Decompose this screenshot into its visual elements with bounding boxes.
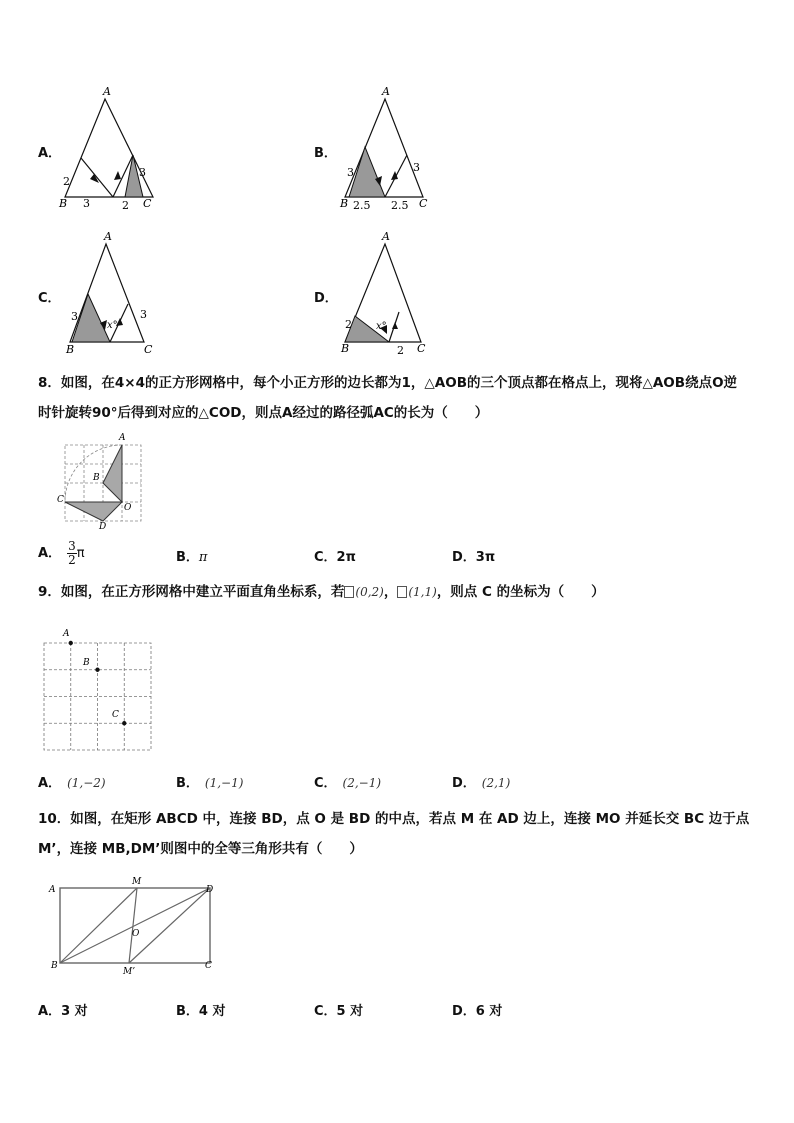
svg-text:B: B: [51, 961, 58, 971]
q8-option-d[interactable]: D．3π: [452, 550, 496, 565]
svg-text:3: 3: [140, 308, 147, 321]
svg-text:A: A: [382, 85, 390, 98]
svg-text:O: O: [132, 929, 140, 939]
figure-7b: [335, 85, 445, 215]
svg-text:2: 2: [63, 175, 70, 188]
svg-text:3: 3: [139, 166, 146, 179]
svg-text:x°: x°: [376, 321, 387, 332]
q9-option-c[interactable]: C． (2,−1): [314, 776, 382, 791]
svg-text:C: C: [57, 495, 64, 505]
question-10-text: [38, 804, 778, 864]
svg-text:2: 2: [345, 318, 352, 331]
svg-text:2.5: 2.5: [353, 199, 371, 212]
q10-option-c[interactable]: C．5 对: [314, 1004, 364, 1019]
question-8-line-1: 8．如图，在4×4的正方形网格中，每个小正方形的边长都为1，△AOB的三个顶点都在格点上，现将△AOB绕点O逆: [38, 375, 738, 391]
figure-7d: [335, 230, 445, 360]
svg-text:A: A: [382, 230, 390, 243]
figure-8-grid: [55, 430, 150, 530]
question-9-text: 9．如图，在正方形网格中建立平面直角坐标系，若 (0,2)， (1,1)，则点 C 的坐标为（ ）: [38, 584, 605, 600]
question-10-line-2: M’，连接 MB,DM’则图中的全等三角形共有（ ）: [38, 841, 363, 857]
svg-text:x°: x°: [107, 320, 118, 331]
svg-text:A: A: [103, 85, 111, 98]
svg-text:2.5: 2.5: [391, 199, 409, 212]
svg-text:B: B: [340, 197, 349, 210]
svg-text:C: C: [144, 343, 153, 356]
figure-10-rectangle: [45, 873, 225, 978]
svg-text:3: 3: [413, 161, 420, 174]
svg-text:3: 3: [83, 197, 90, 210]
svg-text:A: A: [104, 230, 112, 243]
option-b-letter[interactable]: B．: [314, 146, 337, 161]
q9-option-d[interactable]: D． (2,1): [452, 776, 511, 791]
svg-text:M: M: [132, 877, 142, 887]
svg-text:A: A: [49, 885, 56, 895]
q9-option-a[interactable]: A． (1,−2): [38, 776, 106, 791]
option-c-letter[interactable]: C．: [38, 291, 61, 306]
q9-option-b[interactable]: B． (1,−1): [176, 776, 244, 791]
q8-option-c[interactable]: C．2π: [314, 550, 356, 565]
svg-text:C: C: [205, 961, 212, 971]
svg-text:D: D: [206, 885, 214, 895]
svg-text:D: D: [99, 522, 107, 530]
missing-glyph-a-icon: [344, 586, 354, 598]
svg-text:C: C: [417, 342, 426, 355]
q10-option-a[interactable]: A．3 对: [38, 1004, 88, 1019]
svg-text:C: C: [419, 197, 428, 210]
svg-text:2: 2: [397, 344, 404, 357]
svg-text:C: C: [112, 710, 119, 720]
svg-text:O: O: [124, 503, 132, 513]
svg-text:B: B: [66, 343, 75, 356]
svg-text:A: A: [119, 433, 126, 443]
option-a-letter[interactable]: A．: [38, 146, 62, 161]
figure-7a: [55, 85, 165, 215]
svg-text:B: B: [93, 473, 100, 483]
svg-text:A: A: [63, 629, 70, 639]
q10-option-b[interactable]: B．4 对: [176, 1004, 226, 1019]
svg-text:3: 3: [347, 166, 354, 179]
question-8-text: [38, 368, 768, 428]
svg-text:B: B: [83, 658, 90, 668]
missing-glyph-b-icon: [397, 586, 407, 598]
q8-option-a[interactable]: A． $\frac{3}{2}$ π: [38, 539, 85, 567]
figure-9-grid: [35, 625, 160, 755]
svg-text:C: C: [143, 197, 152, 210]
option-d-letter[interactable]: D．: [314, 291, 338, 306]
svg-text:B: B: [341, 342, 350, 355]
q10-option-d[interactable]: D．6 对: [452, 1004, 503, 1019]
svg-text:2: 2: [122, 199, 129, 212]
question-8-line-2: 时针旋转90°后得到对应的△COD，则点A经过的路径弧AC的长为（ ）: [38, 405, 489, 421]
question-10-line-1: 10．如图，在矩形 ABCD 中，连接 BD，点 O 是 BD 的中点，若点 M 在 AD 边上，连接 MO 并延长交 BC 边于点: [38, 811, 750, 827]
svg-text:M’: M’: [123, 967, 136, 977]
q8-option-b[interactable]: B．π: [176, 550, 208, 565]
svg-text:3: 3: [71, 310, 78, 323]
svg-text:B: B: [59, 197, 68, 210]
figure-7c: [60, 230, 170, 360]
